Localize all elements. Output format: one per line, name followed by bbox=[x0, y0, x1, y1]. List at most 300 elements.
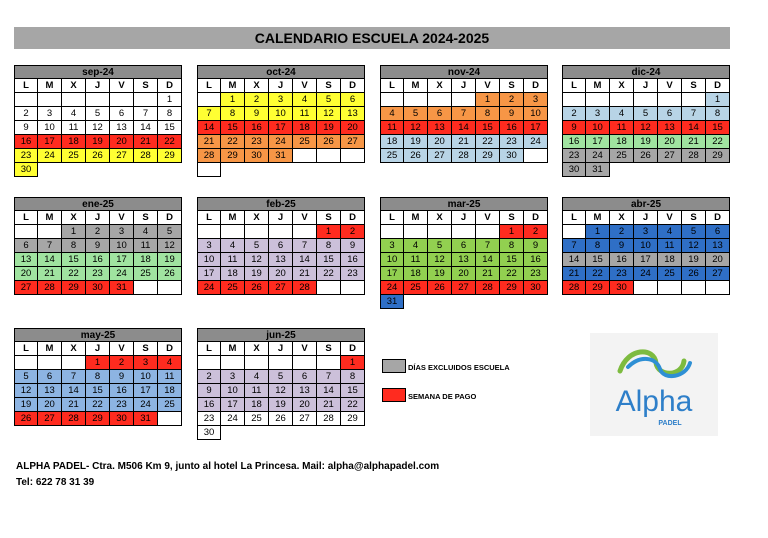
day-cell: 10 bbox=[586, 121, 610, 135]
day-cell: 22 bbox=[158, 135, 182, 149]
day-cell bbox=[658, 281, 682, 295]
day-cell: 23 bbox=[86, 267, 110, 281]
day-cell bbox=[269, 356, 293, 370]
alpha-logo-icon bbox=[590, 333, 718, 436]
day-cell: 21 bbox=[452, 135, 476, 149]
day-cell bbox=[404, 225, 428, 239]
day-cell: 27 bbox=[38, 412, 62, 426]
day-cell: 12 bbox=[14, 384, 38, 398]
day-cell bbox=[452, 225, 476, 239]
day-cell: 16 bbox=[610, 253, 634, 267]
day-cell bbox=[524, 149, 548, 163]
day-cell: 11 bbox=[134, 239, 158, 253]
day-cell: 17 bbox=[524, 121, 548, 135]
day-cell: 26 bbox=[245, 281, 269, 295]
day-cell: 28 bbox=[317, 412, 341, 426]
day-cell: 23 bbox=[500, 135, 524, 149]
day-cell: 2 bbox=[341, 225, 365, 239]
weekday-header: L bbox=[14, 211, 38, 225]
day-cell: 20 bbox=[38, 398, 62, 412]
day-cell bbox=[586, 93, 610, 107]
day-cell: 7 bbox=[62, 370, 86, 384]
weekday-header: S bbox=[134, 211, 158, 225]
day-cell: 7 bbox=[317, 370, 341, 384]
weekday-header: J bbox=[269, 79, 293, 93]
day-cell: 12 bbox=[158, 239, 182, 253]
day-cell bbox=[682, 93, 706, 107]
day-cell bbox=[38, 356, 62, 370]
day-cell: 8 bbox=[586, 239, 610, 253]
day-cell: 10 bbox=[38, 121, 62, 135]
day-cell: 27 bbox=[110, 149, 134, 163]
month-grid bbox=[197, 79, 365, 177]
month-grid bbox=[380, 211, 548, 309]
month-grid bbox=[197, 211, 365, 295]
day-cell: 15 bbox=[706, 121, 730, 135]
weekday-header: D bbox=[158, 211, 182, 225]
day-cell: 1 bbox=[317, 225, 341, 239]
weekday-header: X bbox=[428, 211, 452, 225]
day-cell: 1 bbox=[706, 93, 730, 107]
month-header: nov-24 bbox=[380, 65, 548, 79]
day-cell: 21 bbox=[293, 267, 317, 281]
day-cell: 26 bbox=[682, 267, 706, 281]
day-cell: 14 bbox=[134, 121, 158, 135]
day-cell: 28 bbox=[38, 281, 62, 295]
day-cell: 6 bbox=[658, 107, 682, 121]
day-cell: 19 bbox=[14, 398, 38, 412]
day-cell: 19 bbox=[404, 135, 428, 149]
day-cell: 28 bbox=[476, 281, 500, 295]
day-cell: 10 bbox=[134, 370, 158, 384]
day-cell bbox=[634, 281, 658, 295]
weekday-header: X bbox=[245, 342, 269, 356]
month-header: dic-24 bbox=[562, 65, 730, 79]
day-cell: 9 bbox=[14, 121, 38, 135]
day-cell: 28 bbox=[134, 149, 158, 163]
day-cell: 18 bbox=[658, 253, 682, 267]
day-cell: 18 bbox=[404, 267, 428, 281]
day-cell: 11 bbox=[293, 107, 317, 121]
day-cell: 12 bbox=[269, 384, 293, 398]
day-cell: 11 bbox=[658, 239, 682, 253]
day-cell: 19 bbox=[86, 135, 110, 149]
day-cell bbox=[428, 93, 452, 107]
month-may-25 bbox=[14, 328, 182, 426]
day-cell: 25 bbox=[62, 149, 86, 163]
day-cell: 25 bbox=[658, 267, 682, 281]
day-cell: 9 bbox=[562, 121, 586, 135]
day-cell: 9 bbox=[341, 239, 365, 253]
day-cell: 8 bbox=[158, 107, 182, 121]
day-cell: 26 bbox=[404, 149, 428, 163]
month-header: sep-24 bbox=[14, 65, 182, 79]
month-grid bbox=[562, 211, 730, 295]
day-cell bbox=[197, 225, 221, 239]
day-cell: 17 bbox=[586, 135, 610, 149]
weekday-header: M bbox=[38, 342, 62, 356]
weekday-header: L bbox=[197, 211, 221, 225]
day-cell: 6 bbox=[428, 107, 452, 121]
day-cell: 17 bbox=[221, 398, 245, 412]
day-cell bbox=[245, 225, 269, 239]
month-header: oct-24 bbox=[197, 65, 365, 79]
day-cell bbox=[610, 93, 634, 107]
day-cell bbox=[14, 356, 38, 370]
month-nov-24 bbox=[380, 65, 548, 163]
day-cell: 29 bbox=[706, 149, 730, 163]
day-cell bbox=[634, 93, 658, 107]
day-cell: 22 bbox=[317, 267, 341, 281]
day-cell bbox=[158, 412, 182, 426]
day-cell: 1 bbox=[86, 356, 110, 370]
day-cell: 29 bbox=[586, 281, 610, 295]
day-cell: 25 bbox=[245, 412, 269, 426]
day-cell: 31 bbox=[380, 295, 404, 309]
day-cell: 20 bbox=[706, 253, 730, 267]
day-cell bbox=[197, 163, 221, 177]
day-cell: 24 bbox=[134, 398, 158, 412]
day-cell: 1 bbox=[586, 225, 610, 239]
day-cell: 9 bbox=[500, 107, 524, 121]
day-cell: 24 bbox=[586, 149, 610, 163]
day-cell: 12 bbox=[634, 121, 658, 135]
day-cell: 19 bbox=[634, 135, 658, 149]
day-cell: 8 bbox=[476, 107, 500, 121]
weekday-header: S bbox=[134, 79, 158, 93]
day-cell: 26 bbox=[86, 149, 110, 163]
day-cell: 15 bbox=[221, 121, 245, 135]
day-cell bbox=[86, 93, 110, 107]
day-cell: 24 bbox=[38, 149, 62, 163]
day-cell: 24 bbox=[634, 267, 658, 281]
day-cell bbox=[404, 93, 428, 107]
day-cell: 18 bbox=[221, 267, 245, 281]
day-cell: 7 bbox=[38, 239, 62, 253]
month-header: feb-25 bbox=[197, 197, 365, 211]
day-cell: 26 bbox=[428, 281, 452, 295]
day-cell: 13 bbox=[452, 253, 476, 267]
day-cell: 26 bbox=[158, 267, 182, 281]
day-cell: 22 bbox=[86, 398, 110, 412]
day-cell: 31 bbox=[586, 163, 610, 177]
day-cell bbox=[562, 225, 586, 239]
day-cell: 23 bbox=[524, 267, 548, 281]
day-cell: 27 bbox=[341, 135, 365, 149]
day-cell: 17 bbox=[197, 267, 221, 281]
weekday-header: S bbox=[682, 211, 706, 225]
day-cell: 2 bbox=[86, 225, 110, 239]
day-cell: 8 bbox=[221, 107, 245, 121]
day-cell: 26 bbox=[269, 412, 293, 426]
month-grid bbox=[14, 211, 182, 295]
day-cell: 21 bbox=[134, 135, 158, 149]
day-cell: 4 bbox=[610, 107, 634, 121]
day-cell: 13 bbox=[38, 384, 62, 398]
weekday-header: S bbox=[500, 211, 524, 225]
day-cell: 8 bbox=[86, 370, 110, 384]
day-cell bbox=[293, 225, 317, 239]
day-cell: 6 bbox=[452, 239, 476, 253]
day-cell: 1 bbox=[500, 225, 524, 239]
weekday-header: X bbox=[62, 79, 86, 93]
day-cell: 16 bbox=[562, 135, 586, 149]
day-cell: 3 bbox=[110, 225, 134, 239]
day-cell: 2 bbox=[500, 93, 524, 107]
day-cell: 11 bbox=[404, 253, 428, 267]
day-cell: 11 bbox=[221, 253, 245, 267]
day-cell: 11 bbox=[62, 121, 86, 135]
day-cell: 28 bbox=[682, 149, 706, 163]
day-cell: 16 bbox=[86, 253, 110, 267]
legend-excluded-label: DÍAS EXCLUIDOS ESCUELA bbox=[408, 363, 510, 372]
weekday-header: L bbox=[380, 211, 404, 225]
day-cell: 11 bbox=[158, 370, 182, 384]
weekday-header: M bbox=[221, 79, 245, 93]
weekday-header: M bbox=[38, 79, 62, 93]
day-cell: 21 bbox=[197, 135, 221, 149]
day-cell: 4 bbox=[293, 93, 317, 107]
day-cell: 3 bbox=[586, 107, 610, 121]
day-cell: 30 bbox=[14, 163, 38, 177]
month-header: may-25 bbox=[14, 328, 182, 342]
day-cell: 21 bbox=[562, 267, 586, 281]
day-cell: 7 bbox=[562, 239, 586, 253]
day-cell: 24 bbox=[110, 267, 134, 281]
day-cell: 16 bbox=[524, 253, 548, 267]
day-cell: 4 bbox=[245, 370, 269, 384]
legend-excluded-swatch bbox=[382, 359, 406, 373]
day-cell: 14 bbox=[452, 121, 476, 135]
day-cell: 10 bbox=[269, 107, 293, 121]
day-cell bbox=[380, 93, 404, 107]
day-cell: 5 bbox=[317, 93, 341, 107]
day-cell: 26 bbox=[14, 412, 38, 426]
day-cell: 22 bbox=[500, 267, 524, 281]
day-cell: 9 bbox=[86, 239, 110, 253]
day-cell: 30 bbox=[86, 281, 110, 295]
month-grid bbox=[14, 79, 182, 177]
day-cell bbox=[134, 281, 158, 295]
day-cell: 27 bbox=[658, 149, 682, 163]
day-cell: 15 bbox=[500, 253, 524, 267]
day-cell: 25 bbox=[293, 135, 317, 149]
day-cell: 7 bbox=[476, 239, 500, 253]
day-cell: 12 bbox=[428, 253, 452, 267]
weekday-header: X bbox=[245, 211, 269, 225]
month-header: jun-25 bbox=[197, 328, 365, 342]
day-cell: 5 bbox=[428, 239, 452, 253]
day-cell: 19 bbox=[245, 267, 269, 281]
day-cell bbox=[62, 93, 86, 107]
footer-phone: Tel: 622 78 31 39 bbox=[16, 477, 95, 488]
day-cell: 17 bbox=[134, 384, 158, 398]
day-cell bbox=[706, 281, 730, 295]
day-cell bbox=[658, 93, 682, 107]
day-cell: 29 bbox=[158, 149, 182, 163]
weekday-header: M bbox=[221, 211, 245, 225]
day-cell: 22 bbox=[586, 267, 610, 281]
day-cell: 18 bbox=[610, 135, 634, 149]
day-cell: 5 bbox=[634, 107, 658, 121]
weekday-header: V bbox=[293, 211, 317, 225]
day-cell: 14 bbox=[38, 253, 62, 267]
day-cell bbox=[221, 225, 245, 239]
month-header: mar-25 bbox=[380, 197, 548, 211]
day-cell bbox=[380, 225, 404, 239]
day-cell: 27 bbox=[706, 267, 730, 281]
day-cell: 27 bbox=[452, 281, 476, 295]
day-cell: 10 bbox=[634, 239, 658, 253]
day-cell: 25 bbox=[221, 281, 245, 295]
weekday-header: D bbox=[524, 211, 548, 225]
weekday-header: M bbox=[586, 79, 610, 93]
day-cell: 19 bbox=[682, 253, 706, 267]
month-ene-25 bbox=[14, 197, 182, 295]
weekday-header: X bbox=[62, 342, 86, 356]
weekday-header: S bbox=[317, 211, 341, 225]
day-cell: 12 bbox=[682, 239, 706, 253]
day-cell: 24 bbox=[197, 281, 221, 295]
day-cell: 30 bbox=[562, 163, 586, 177]
month-grid bbox=[562, 79, 730, 177]
day-cell: 27 bbox=[293, 412, 317, 426]
footer-address: ALPHA PADEL- Ctra. M506 Km 9, junto al hotel La Princesa. Mail: alpha@alphapadel.com bbox=[16, 461, 440, 472]
day-cell: 1 bbox=[62, 225, 86, 239]
day-cell: 13 bbox=[341, 107, 365, 121]
weekday-header: V bbox=[658, 79, 682, 93]
day-cell: 31 bbox=[110, 281, 134, 295]
day-cell: 24 bbox=[380, 281, 404, 295]
day-cell: 15 bbox=[586, 253, 610, 267]
day-cell: 16 bbox=[197, 398, 221, 412]
weekday-header: L bbox=[562, 211, 586, 225]
weekday-header: D bbox=[524, 79, 548, 93]
day-cell bbox=[476, 225, 500, 239]
day-cell: 29 bbox=[62, 281, 86, 295]
weekday-header: M bbox=[221, 342, 245, 356]
day-cell: 28 bbox=[293, 281, 317, 295]
day-cell bbox=[317, 281, 341, 295]
day-cell: 2 bbox=[14, 107, 38, 121]
day-cell: 21 bbox=[62, 398, 86, 412]
day-cell bbox=[341, 281, 365, 295]
day-cell: 6 bbox=[293, 370, 317, 384]
day-cell: 27 bbox=[428, 149, 452, 163]
day-cell: 10 bbox=[110, 239, 134, 253]
weekday-header: S bbox=[682, 79, 706, 93]
weekday-header: S bbox=[500, 79, 524, 93]
weekday-header: D bbox=[341, 79, 365, 93]
day-cell: 23 bbox=[14, 149, 38, 163]
day-cell: 23 bbox=[110, 398, 134, 412]
legend-payment-label: SEMANA DE PAGO bbox=[408, 392, 477, 401]
month-grid bbox=[380, 79, 548, 163]
day-cell: 12 bbox=[404, 121, 428, 135]
day-cell: 10 bbox=[524, 107, 548, 121]
day-cell bbox=[197, 93, 221, 107]
day-cell: 17 bbox=[38, 135, 62, 149]
day-cell bbox=[14, 225, 38, 239]
weekday-header: J bbox=[269, 211, 293, 225]
day-cell: 19 bbox=[158, 253, 182, 267]
day-cell: 10 bbox=[380, 253, 404, 267]
day-cell: 20 bbox=[14, 267, 38, 281]
day-cell: 18 bbox=[62, 135, 86, 149]
day-cell: 20 bbox=[293, 398, 317, 412]
day-cell: 30 bbox=[610, 281, 634, 295]
day-cell: 10 bbox=[197, 253, 221, 267]
day-cell: 6 bbox=[706, 225, 730, 239]
day-cell bbox=[293, 356, 317, 370]
day-cell: 16 bbox=[500, 121, 524, 135]
day-cell bbox=[317, 356, 341, 370]
day-cell: 4 bbox=[380, 107, 404, 121]
day-cell: 13 bbox=[110, 121, 134, 135]
day-cell: 19 bbox=[317, 121, 341, 135]
day-cell: 2 bbox=[524, 225, 548, 239]
day-cell: 10 bbox=[221, 384, 245, 398]
day-cell bbox=[428, 225, 452, 239]
day-cell: 1 bbox=[158, 93, 182, 107]
weekday-header: D bbox=[706, 211, 730, 225]
day-cell: 15 bbox=[476, 121, 500, 135]
weekday-header: X bbox=[610, 211, 634, 225]
weekday-header: M bbox=[404, 211, 428, 225]
day-cell: 7 bbox=[293, 239, 317, 253]
weekday-header: V bbox=[476, 79, 500, 93]
day-cell: 21 bbox=[38, 267, 62, 281]
day-cell: 11 bbox=[245, 384, 269, 398]
day-cell: 3 bbox=[269, 93, 293, 107]
weekday-header: V bbox=[476, 211, 500, 225]
day-cell: 1 bbox=[476, 93, 500, 107]
day-cell: 14 bbox=[62, 384, 86, 398]
day-cell: 25 bbox=[380, 149, 404, 163]
day-cell: 30 bbox=[500, 149, 524, 163]
day-cell: 16 bbox=[110, 384, 134, 398]
day-cell: 6 bbox=[341, 93, 365, 107]
weekday-header: J bbox=[634, 79, 658, 93]
day-cell: 1 bbox=[341, 356, 365, 370]
day-cell: 28 bbox=[452, 149, 476, 163]
weekday-header: X bbox=[428, 79, 452, 93]
day-cell: 30 bbox=[524, 281, 548, 295]
day-cell: 18 bbox=[245, 398, 269, 412]
weekday-header: J bbox=[86, 342, 110, 356]
weekday-header: J bbox=[452, 211, 476, 225]
day-cell: 4 bbox=[404, 239, 428, 253]
day-cell: 26 bbox=[317, 135, 341, 149]
day-cell: 28 bbox=[62, 412, 86, 426]
month-feb-25 bbox=[197, 197, 365, 295]
day-cell: 12 bbox=[245, 253, 269, 267]
day-cell bbox=[134, 93, 158, 107]
day-cell: 8 bbox=[341, 370, 365, 384]
day-cell: 3 bbox=[134, 356, 158, 370]
day-cell: 5 bbox=[682, 225, 706, 239]
weekday-header: M bbox=[38, 211, 62, 225]
day-cell: 17 bbox=[110, 253, 134, 267]
day-cell: 13 bbox=[658, 121, 682, 135]
day-cell: 21 bbox=[682, 135, 706, 149]
day-cell: 14 bbox=[682, 121, 706, 135]
day-cell: 17 bbox=[380, 267, 404, 281]
day-cell: 7 bbox=[134, 107, 158, 121]
day-cell: 20 bbox=[658, 135, 682, 149]
weekday-header: L bbox=[14, 79, 38, 93]
weekday-header: V bbox=[658, 211, 682, 225]
